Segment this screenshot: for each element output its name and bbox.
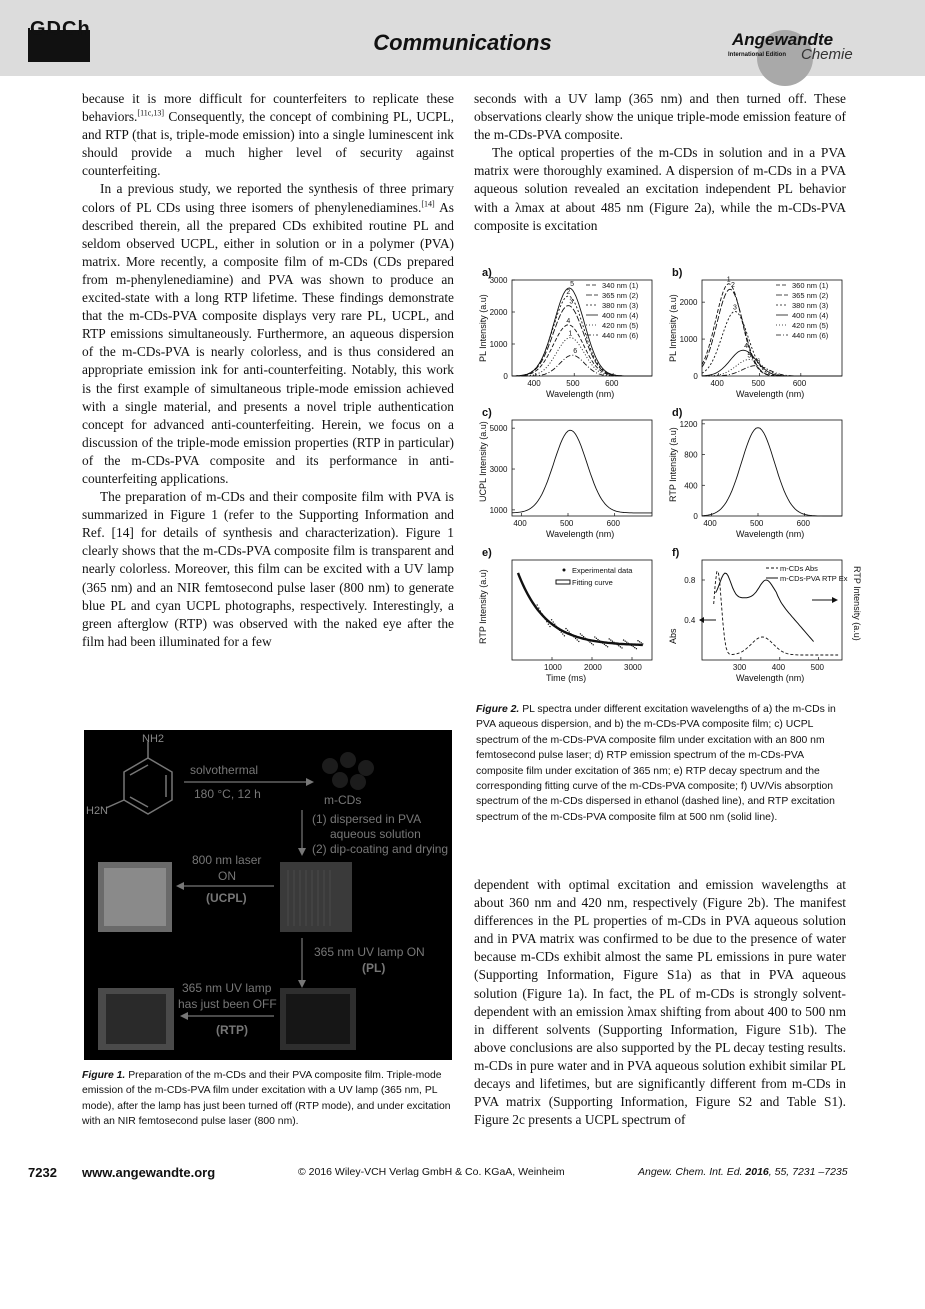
legend-entry: 400 nm (4) — [792, 311, 829, 320]
laser-label: 800 nm laser — [192, 853, 262, 867]
data-point — [634, 647, 635, 648]
figure-2-caption: Figure 2. PL spectra under different excitation wavelengths of a) the m-CDs in PVA aqueous dispersion, and b) the m-CDs-PVA composite film; c) UCPL spectrum of the m-CDs-PVA composite film under excitation with an 800 nm femtosecond pulse laser; d) RTP emission spectrum of the m-CDs-PVA composite film under excitation of 365 nm; e) RTP decay spectrum and the corresponding fitting curve of the m-CDs-PVA composite; f) UV/Vis absorption spectrum of the m-CDs dispersed in ethanol (dashed line), and RTP excitation spectrum of the m-CDs-PVA composite film at 500 nm (solid line). — [476, 704, 836, 823]
data-point — [612, 641, 613, 642]
step2-label: (2) dip-coating and drying — [312, 842, 449, 856]
x-tick-label: 500 — [810, 663, 825, 672]
journal-brand: Angewandte — [732, 30, 834, 49]
series-annotation: 3 — [732, 304, 737, 312]
panel-label: a) — [482, 267, 492, 279]
y-axis-label: PL Intensity (a.u) — [478, 294, 488, 362]
paragraph: In a previous study, we reported the synthesis of three primary colors of PL CDs using three isomers of phenylenediamines.[14] As described therein, all the prepared CDs exhibited routine PL and seldom observed UCPL, either in solution or in a polymer (PVA) matrix. More recently, a composite film of m-CDs (CDs prepared from m-phenylenediamine) and PVA was shown to produce an excited-state with a long RTP lifetime. These findings demonstrate that the m-CDs-PVA composite displays very rare PL, UCPL, and RTP emissions simultaneously. Furthermore, an aqueous dispersion of the m-CDs-PVA is nearly colorless, and is thus considered an appropriate emission ink for anti-counterfeiting. Notably, this work is the first example of simultaneous triple-mode emission achieved with a single material, and presents a novel triple authentication concept for advanced anti-counterfeiting. Herein, we focus on a discussion of the triple-mode emission properties (RTP in particular) of the m-CDs-PVA composite and its performance in anti-counterfeiting applications. — [82, 181, 454, 486]
data-point — [637, 640, 638, 641]
arrow-head-icon — [298, 848, 306, 856]
series-line — [702, 428, 842, 516]
data-point — [575, 638, 576, 639]
uv-off-label: 365 nm UV lamp — [182, 981, 272, 995]
data-point — [565, 628, 566, 629]
panel-label: c) — [482, 407, 492, 419]
y-tick-label: 2000 — [679, 298, 698, 308]
cd-particles-icon — [322, 752, 374, 790]
solvothermal-label: solvothermal — [190, 763, 259, 777]
panel-label: b) — [672, 267, 683, 279]
x-axis-label: Time (ms) — [546, 673, 587, 683]
data-point — [581, 635, 582, 636]
data-point — [605, 645, 606, 646]
legend-entry: m-CDs Abs — [780, 564, 818, 573]
uv-off-label-2: has just been OFF — [178, 997, 277, 1011]
data-point — [607, 646, 608, 647]
x-tick-label: 600 — [605, 379, 619, 388]
legend-swatch — [563, 569, 566, 572]
x-tick-label: 400 — [703, 519, 717, 528]
data-point — [564, 635, 565, 636]
y-axis-label: PL Intensity (a.u) — [668, 294, 678, 362]
y-tick-label: 0.4 — [684, 616, 696, 625]
ucpl-label: (UCPL) — [206, 891, 247, 905]
data-point — [567, 630, 568, 631]
series-annotation: 2 — [731, 282, 735, 290]
y-axis-label: Abs — [668, 628, 678, 644]
x-tick-label: 500 — [751, 379, 766, 388]
data-point — [618, 645, 619, 646]
right-column-top — [474, 90, 846, 235]
data-point — [625, 640, 626, 641]
journal-brand-chemie: Chemie — [801, 46, 853, 63]
ucpl-film-glow — [104, 868, 166, 926]
y-tick-label: 2000 — [489, 308, 508, 317]
y-tick-label: 400 — [684, 481, 698, 491]
x-axis-label: Wavelength (nm) — [736, 673, 805, 683]
data-point — [553, 621, 554, 622]
figure-1-scheme — [84, 730, 452, 1060]
y-tick-label: 0 — [693, 512, 698, 521]
series-annotation: 1 — [568, 330, 573, 338]
x-tick-label: 400 — [513, 519, 527, 528]
data-point — [641, 642, 642, 643]
x-tick-label: 300 — [732, 663, 747, 672]
legend-entry: 365 nm (2) — [792, 291, 829, 300]
data-point — [609, 638, 610, 639]
arrow-left-icon — [699, 617, 704, 623]
x-tick-label: 3000 — [624, 663, 642, 672]
data-point — [593, 644, 594, 645]
series-annotation: 6 — [756, 358, 761, 366]
legend-entry: 360 nm (1) — [792, 281, 829, 290]
panel-label: d) — [672, 407, 683, 419]
panel-label: e) — [482, 547, 492, 559]
x-tick-label: 400 — [527, 379, 541, 388]
transparent-film-photo — [280, 862, 352, 932]
arrow-right-icon — [832, 597, 838, 603]
arrow-head-icon — [298, 980, 306, 988]
section-title: Communications — [373, 30, 552, 55]
legend-entry: 400 nm (4) — [602, 311, 639, 320]
rtp-ex-series-line — [716, 573, 814, 642]
data-point — [623, 639, 624, 640]
x-tick-label: 2000 — [584, 663, 602, 672]
journal-edition: International Edition — [728, 52, 786, 58]
arrow-head-icon — [176, 882, 184, 890]
series-annotation: 3 — [569, 298, 574, 306]
data-point — [620, 646, 621, 647]
data-point — [548, 623, 549, 624]
x-tick-label: 400 — [771, 663, 786, 672]
data-point — [578, 641, 579, 642]
data-point — [626, 642, 627, 643]
plot-frame — [702, 420, 842, 516]
data-point — [610, 639, 611, 640]
x-tick-label: 1000 — [544, 663, 562, 672]
paragraph: seconds with a UV lamp (365 nm) and then turned off. These observations clearly show the unique triple-mode emission feature of the m-CDs-PVA composite. — [474, 91, 846, 143]
figure-2-charts — [474, 258, 862, 694]
legend-entry: 380 nm (3) — [792, 301, 829, 310]
citation: Angew. Chem. Int. Ed. 2016, 55, 7231 –7235 — [638, 1166, 848, 1178]
y-tick-label: 0 — [693, 372, 698, 381]
series-annotation: 4 — [566, 317, 571, 325]
series-line — [512, 338, 652, 376]
legend-entry: 440 nm (6) — [602, 331, 639, 340]
series-line — [702, 366, 842, 376]
data-point — [583, 636, 584, 637]
data-point — [549, 626, 550, 627]
y-tick-label: 1200 — [679, 419, 698, 429]
uv-on-label: 365 nm UV lamp ON — [314, 945, 425, 959]
legend-entry: Experimental data — [572, 566, 633, 575]
benzene-ring-icon — [106, 742, 172, 814]
legend-entry: 340 nm (1) — [602, 281, 639, 290]
series-annotation: 5 — [570, 281, 575, 288]
x-axis-label: Wavelength (nm) — [546, 529, 615, 539]
x-tick-label: 500 — [560, 519, 574, 528]
legend-entry: Fitting curve — [572, 578, 613, 587]
series-annotation: 6 — [573, 348, 578, 356]
left-column — [82, 90, 454, 651]
data-point — [636, 648, 637, 649]
y-tick-label: 3000 — [489, 465, 508, 475]
right-column-bottom — [474, 876, 846, 1129]
x-axis-label: Wavelength (nm) — [736, 529, 805, 539]
series-annotation: 5 — [747, 352, 752, 360]
plot-frame — [512, 420, 652, 516]
paragraph: dependent with optimal excitation and emission wavelengths at about 360 nm and 420 nm, respectively (Figure 2b). The manifest differences in the PL properties of m-CDs in PVA aqueous solution and in PVA matrix was confirmed to be due to the presence of water because m-CDs exhibit almost the same PL emissions in pure water (Supporting Information, Figure S1a) as that in PVA aqueous solution (Figure 1a). In fact, the PL of m-CDs is strongly solvent-dependent with an emission λmax shifting from about 400 to 500 nm in different solvents (Supporting Information, Figure S1b). The above conclusions are also supported by the PL decay testing results. m-CDs in pure water and in PVA aqueous solution exhibit similar PL decays and lifetimes, but are significantly different from m-CDs in PVA matrix (Supporting Information, Figure S2 and Table S1). Figure 2c presents a UCPL spectrum of — [474, 877, 846, 1128]
journal-url[interactable]: www.angewandte.org — [82, 1165, 216, 1180]
legend-entry: 440 nm (6) — [792, 331, 829, 340]
x-axis-label: Wavelength (nm) — [546, 389, 615, 399]
arrow-head-icon — [306, 778, 314, 786]
journal-logo — [727, 26, 857, 70]
arrow-head-icon — [180, 1012, 188, 1020]
y-tick-label: 0 — [503, 372, 508, 381]
y-tick-label: 3000 — [489, 276, 508, 285]
paragraph: because it is more difficult for counterfeiters to replicate these behaviors.[11c,13] Consequently, the concept of combining PL, UCPL, and RTP (that is, triple-mode emission) into a single luminescent ink should provide a much higher level of security against counterfeiting. — [82, 91, 454, 179]
data-point — [596, 638, 597, 639]
paragraph: The optical properties of the m-CDs in solution and in a PVA matrix were thoroughly examined. A dispersion of m-CDs in a PVA aqueous solution revealed an excitation independent PL behavior with a λmax at about 485 nm (Figure 2a), while the m-CDs-PVA composite is excitation — [474, 145, 846, 233]
legend-swatch — [556, 580, 570, 584]
data-point — [551, 619, 552, 620]
figure-1-caption: Figure 1. Preparation of the m-CDs and their PVA composite film. Triple-mode emission of the m-CDs-PVA film under excitation with a UV lamp (365 nm, PL mode), after the lamp has just been turned off (RTP mode), and under excitation with an NIR femtosecond pulse laser (800 nm). — [82, 1070, 451, 1128]
h2n-label: H2N — [86, 805, 109, 817]
data-point — [604, 644, 605, 645]
series-annotation: 4 — [744, 343, 749, 351]
y-axis-label: UCPL Intensity (a.u) — [478, 421, 488, 502]
laser-on-label: ON — [218, 869, 236, 883]
data-point — [591, 643, 592, 644]
publisher-logo: GDCh — [28, 28, 90, 62]
data-point — [597, 639, 598, 640]
x-tick-label: 500 — [566, 379, 580, 388]
abs-series-line — [714, 572, 838, 655]
data-point — [537, 604, 538, 605]
rtp-label: (RTP) — [216, 1023, 248, 1037]
mcds-label: m-CDs — [324, 793, 362, 807]
page-footer — [0, 1165, 925, 1185]
y-tick-label: 1000 — [489, 505, 508, 515]
x-tick-label: 500 — [750, 519, 764, 528]
data-point — [580, 633, 581, 634]
figure-1-image — [84, 730, 452, 1060]
conditions-label: 180 °C, 12 h — [194, 787, 261, 801]
data-point — [562, 633, 563, 634]
paragraph: The preparation of m-CDs and their composite film with PVA is summarized in Figure 1 (refer to the Supporting Information and Ref. [14] for details of synthesis and characterization). Figure 1 clearly shows that the m-CDs-PVA composite film is transparent and nearly colorless. Moreover, this film can be excited with a UV lamp (365 nm) and an NIR femtosecond pulse laser (800 nm) to generate blue PL and cyan UCPL photographs, respectively. Interestingly, a green afterglow (RTP) was observed with the naked eye after the film had been illuminated for a few — [82, 489, 454, 649]
y-tick-label: 1000 — [679, 335, 698, 345]
x-tick-label: 400 — [710, 379, 724, 388]
step1b-label: aqueous solution — [330, 827, 421, 841]
data-point — [577, 639, 578, 640]
page-header — [0, 0, 925, 76]
data-point — [594, 636, 595, 637]
pl-label: (PL) — [362, 961, 386, 975]
data-point — [633, 646, 634, 647]
data-point — [589, 641, 590, 642]
nh2-label: NH2 — [142, 733, 165, 745]
page-number: 7232 — [28, 1165, 57, 1180]
legend-entry: 420 nm (5) — [792, 321, 829, 330]
y-tick-label: 1000 — [489, 340, 508, 349]
x-tick-label: 600 — [606, 519, 621, 528]
y-tick-label: 800 — [684, 450, 698, 460]
legend-entry: m-CDs-PVA RTP Ex — [780, 574, 848, 583]
legend-entry: 420 nm (5) — [602, 321, 639, 330]
panel-label: f) — [672, 547, 680, 559]
x-axis-label: Wavelength (nm) — [736, 389, 805, 399]
x-tick-label: 600 — [796, 519, 811, 528]
step1-label: (1) dispersed in PVA — [312, 812, 422, 826]
y-tick-label: 0.8 — [684, 576, 696, 585]
series-line — [512, 430, 652, 513]
y-axis-label: RTP Intensity (a.u) — [478, 569, 488, 644]
data-point — [639, 641, 640, 642]
rtp-film-glow — [106, 994, 166, 1044]
y-axis-label-right: RTP Intensity (a.u) — [852, 566, 862, 641]
series-line — [702, 350, 842, 376]
pl-film-glow — [286, 994, 350, 1044]
y-tick-label: 5000 — [489, 424, 508, 434]
x-tick-label: 600 — [792, 379, 807, 388]
series-annotation: 1 — [726, 276, 731, 284]
y-axis-label: RTP Intensity (a.u) — [668, 427, 678, 502]
data-point — [621, 647, 622, 648]
series-annotation: 2 — [566, 289, 571, 296]
legend-entry: 365 nm (2) — [602, 291, 639, 300]
legend-entry: 380 nm (3) — [602, 301, 639, 310]
copyright: © 2016 Wiley-VCH Verlag GmbH & Co. KGaA, Weinheim — [298, 1166, 565, 1178]
